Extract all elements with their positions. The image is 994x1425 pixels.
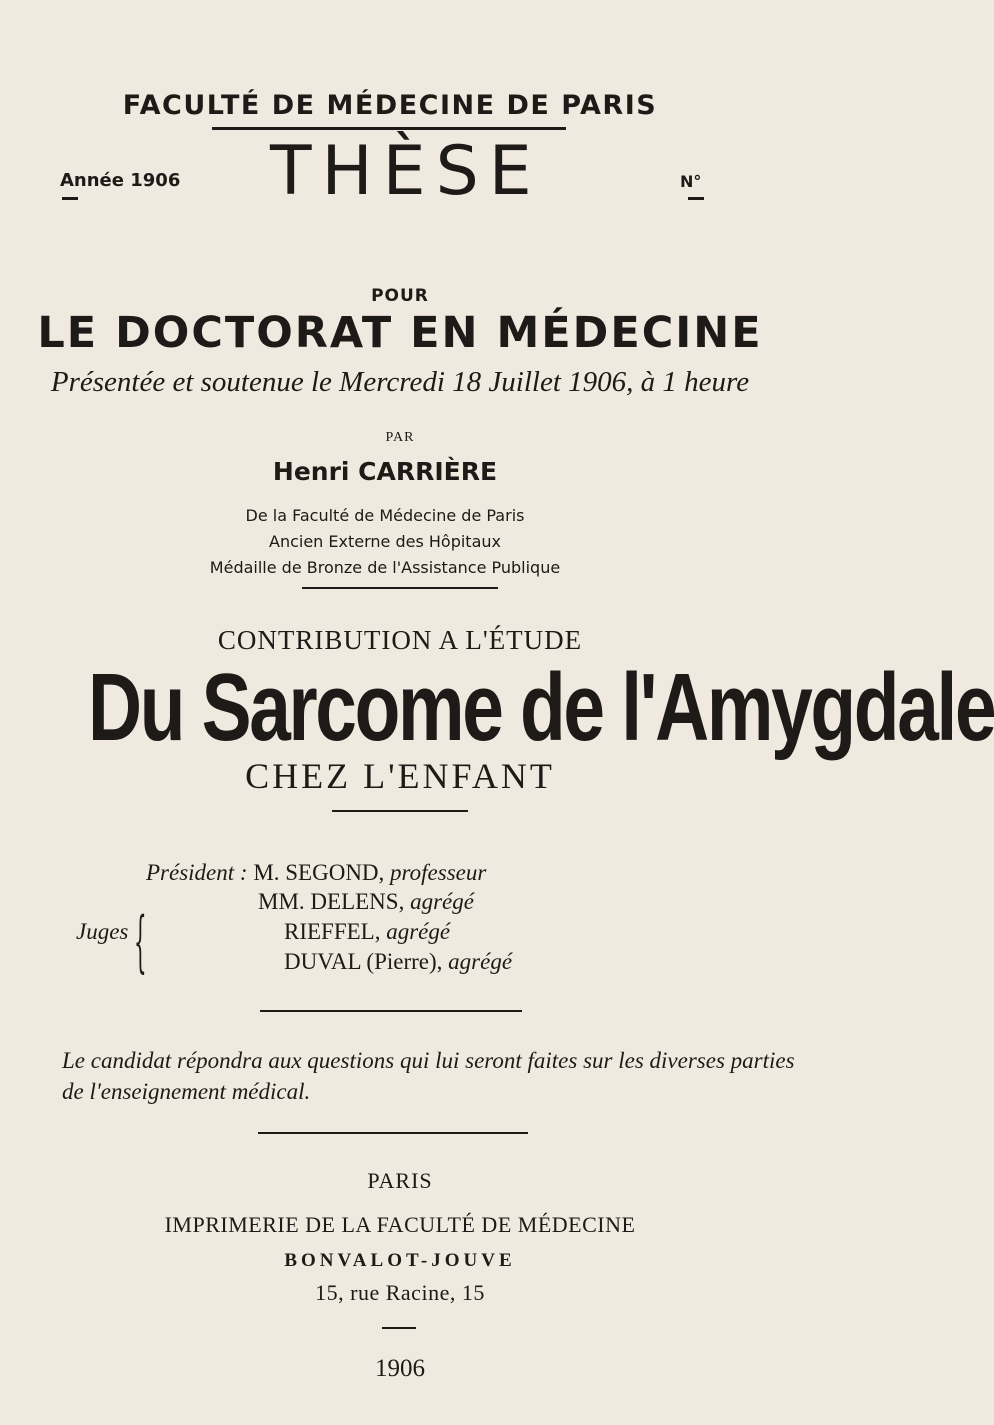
- president-name: SEGOND,: [285, 860, 385, 885]
- judge-title: agrégé: [448, 949, 513, 974]
- president-label: Président :: [146, 860, 248, 885]
- divider: [302, 587, 498, 589]
- heading-underline: [212, 127, 566, 130]
- author-credential: Ancien Externe des Hôpitaux: [269, 532, 501, 551]
- subtitle: CHEZ L'ENFANT: [245, 756, 555, 796]
- divider: [332, 810, 468, 812]
- year-dash: [62, 197, 78, 200]
- par-label: PAR: [385, 430, 415, 445]
- thesis-number-label: N°: [680, 172, 702, 191]
- imprint-address: 15, rue Racine, 15: [315, 1280, 485, 1305]
- imprint-printer: IMPRIMERIE DE LA FACULTÉ DE MÉDECINE: [164, 1212, 636, 1237]
- president-prefix: M.: [253, 860, 280, 885]
- imprint-printer-name: BONVALOT-JOUVE: [284, 1250, 516, 1271]
- author-credential: De la Faculté de Médecine de Paris: [245, 506, 525, 525]
- author-name: Henri CARRIÈRE: [272, 457, 498, 486]
- faculty-heading: FACULTÉ DE MÉDECINE DE PARIS: [122, 90, 658, 121]
- divider: [382, 1327, 416, 1329]
- defense-date: Présentée et soutenue le Mercredi 18 Juillet 1906, à 1 heure: [50, 366, 750, 398]
- main-title: Du Sarcome de l'Amygdale: [88, 654, 994, 761]
- judge-title: agrégé: [410, 889, 474, 914]
- judge-name: DELENS,: [310, 889, 405, 914]
- jury-president: [146, 860, 486, 886]
- judge-row: [258, 889, 474, 915]
- contribution-heading: CONTRIBUTION A L'ÉTUDE: [217, 625, 583, 655]
- judges-prefix: MM.: [258, 889, 305, 914]
- president-title: professeur: [390, 860, 487, 885]
- pour-label: POUR: [371, 286, 429, 306]
- judge-name: RIEFFEL,: [284, 919, 381, 944]
- judge-title: agrégé: [386, 919, 451, 944]
- publication-year: 1906: [375, 1355, 425, 1382]
- judge-name: DUVAL (Pierre),: [284, 949, 443, 974]
- divider: [258, 1132, 528, 1134]
- author-credential: Médaille de Bronze de l'Assistance Publique: [209, 558, 561, 577]
- judge-row: [284, 919, 450, 945]
- candidate-note: Le candidat répondra aux questions qui lui seront faites sur les diverses parties de l'enseignement médical.: [62, 1048, 795, 1104]
- year-label: Année 1906: [60, 170, 181, 191]
- thesis-label: THÈSE: [270, 132, 542, 211]
- degree-title: LE DOCTORAT EN MÉDECINE: [37, 308, 763, 358]
- imprint-city: PARIS: [367, 1168, 433, 1193]
- judges-label: Juges: [76, 919, 129, 944]
- number-dash: [688, 197, 704, 200]
- judge-row: [284, 949, 512, 975]
- divider: [260, 1010, 522, 1012]
- judges-brace: {: [134, 903, 147, 980]
